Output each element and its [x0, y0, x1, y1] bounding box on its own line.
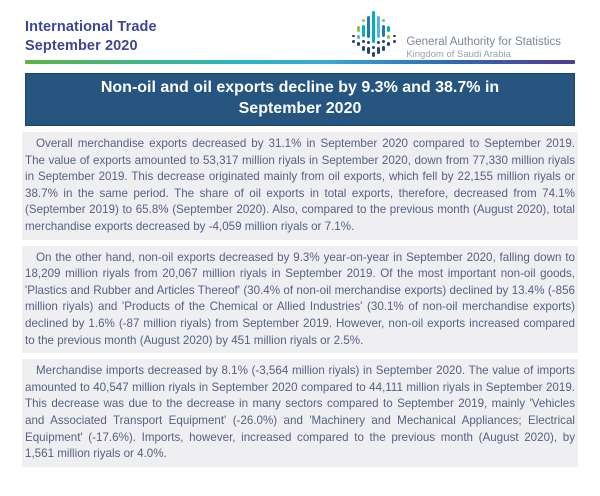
document-title: International Trade: [25, 19, 157, 35]
headline-banner: Non-oil and oil exports decline by 9.3% and 38.7% in September 2020: [25, 73, 575, 126]
gastat-logo-icon: [351, 10, 397, 62]
document-date: September 2020: [25, 38, 138, 55]
document-title-block: [25, 10, 157, 56]
org-text-block: [406, 35, 561, 62]
paragraph-nonoil-exports: On the other hand, non-oil exports decreased by 9.3% year-on-year in September 2020, falling down to 18,209 million riyals from 20,067 million riyals in September 2019. Of the most important non-oil goods, 'Plastics and Rubber and Articles Thereof' (30.4% of non-oil merchandise exports) declined by 13.4% (-856 million riyals) and 'Products of the Chemical or Allied Industries' (30.1% of non-oil merchandise exports) declined by 1.6% (-87 million riyals) from September 2019. However, non-oil exports increased compared to the previous month (August 2020) by 451 million riyals or 2.5%.: [22, 246, 578, 354]
gastat-brand: [351, 10, 561, 62]
paragraph-exports-overview: Overall merchandise exports decreased by 31.1% in September 2020 compared to September 2019. The value of exports amounted to 53,317 million riyals in September 2020, down from 77,330 million riyals in September 2019. This decrease originated mainly from oil exports, which fell by 22,155 million riyals or 38.7% in the same period. The share of oil exports in total exports, therefore, decreased from 74.1% (September 2019) to 65.8% (September 2020). Also, compared to the previous month (August 2020), total merchandise exports decreased by -4,059 million riyals or 7.1%.: [22, 132, 578, 240]
org-name: General Authority for Statistics: [406, 36, 561, 48]
article-body: [22, 132, 578, 467]
paragraph-imports: Merchandise imports decreased by 8.1% (-3,564 million riyals) in September 2020. The value of imports amounted to 40,547 million riyals in September 2020 compared to 44,111 million riyals in September 2019. This decrease was due to the decrease in many sectors compared to September 2019, mainly 'Vehicles and Associated Transport Equipment' (-26.0%) and 'Machinery and Mechanical Appliances; Electrical Equipment' (-17.6%). Imports, however, increased compared to the previous month (August 2020), by 1,561 million riyals or 4.0%.: [22, 359, 578, 467]
page-header: [0, 0, 600, 61]
org-country: Kingdom of Saudi Arabia: [406, 49, 511, 61]
